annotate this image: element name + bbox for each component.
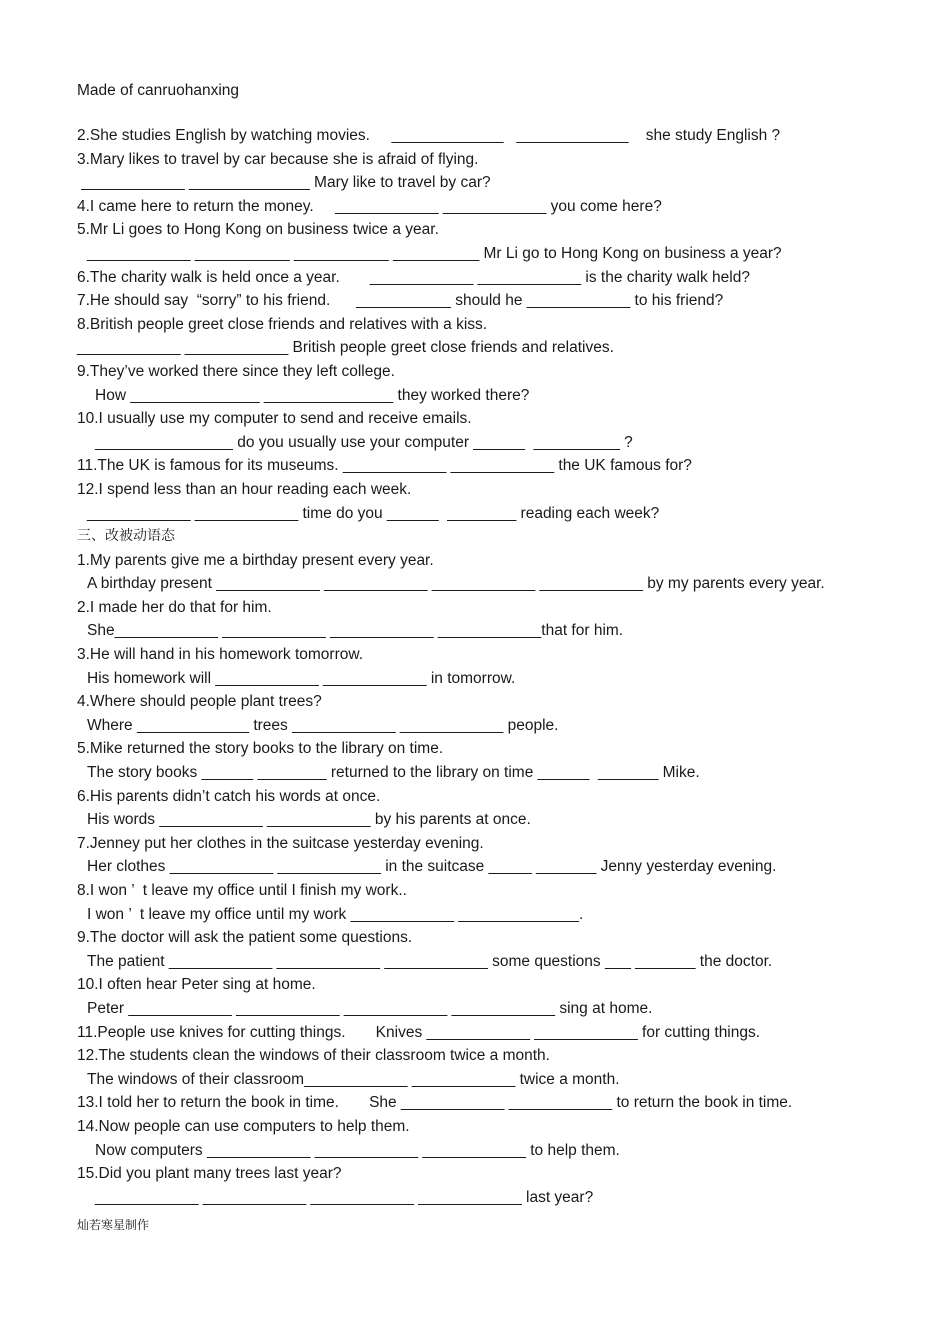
exercise-line: How _______________ _______________ they worked there? bbox=[95, 386, 530, 404]
page-footer: 灿若寒星制作 bbox=[77, 1218, 150, 1232]
exercise-line: His words ____________ ____________ by his parents at once. bbox=[87, 811, 531, 829]
exercise-line: 4.I came here to return the money. ____________ ____________ you come here? bbox=[77, 197, 662, 215]
exercise-line: The story books ______ ________ returned to the library on time ______ _______ Mike. bbox=[87, 764, 700, 782]
exercise-line: ____________ ____________ time do you ______ ________ reading each week? bbox=[87, 504, 660, 522]
exercise-line: ____________ ____________ British people greet close friends and relatives. bbox=[77, 339, 614, 357]
exercise-line: 8.British people greet close friends and relatives with a kiss. bbox=[77, 315, 496, 333]
exercise-line: 2.She studies English by watching movies. _____________ _____________ she study English ? bbox=[77, 127, 781, 144]
exercise-line: 6.The charity walk is held once a year. ____________ ____________ is the charity walk held? bbox=[77, 268, 750, 286]
exercise-line: Peter ____________ ____________ ____________ ____________ sing at home. bbox=[87, 999, 653, 1017]
exercise-line: A birthday present ____________ ____________ ____________ ____________ by my parents every year. bbox=[87, 575, 825, 593]
exercise-line: 10.I usually use my computer to send and receive emails. bbox=[77, 410, 472, 428]
exercise-line: I won ’ t leave my office until my work ____________ ______________. bbox=[87, 905, 584, 923]
exercise-line: 11.The UK is famous for its museums. ____________ ____________ the UK famous for? bbox=[77, 457, 692, 475]
exercise-line: 6.His parents didn’t catch his words at once. bbox=[77, 787, 381, 805]
exercise-line: Where _____________ trees ____________ ____________ people. bbox=[87, 716, 559, 734]
exercise-line: Now computers ____________ ____________ ____________ to help them. bbox=[95, 1141, 620, 1159]
exercise-line: 12.The students clean the windows of their classroom twice a month. bbox=[77, 1047, 550, 1065]
exercise-line: 3.Mary likes to travel by car because she is afraid of flying. bbox=[77, 150, 492, 168]
exercise-line: 2.I made her do that for him. bbox=[77, 598, 272, 616]
exercise-line: 5.Mike returned the story books to the library on time. bbox=[77, 740, 444, 758]
exercise-line: Her clothes ____________ ____________ in the suitcase _____ _______ Jenny yesterday evening. bbox=[87, 858, 777, 876]
exercise-line: ________________ do you usually use your computer ______ __________ ? bbox=[95, 433, 633, 451]
exercise-line: 7.He should say “sorry” to his friend. ___________ should he ____________ to his friend? bbox=[77, 292, 724, 310]
exercise-line: 11.People use knives for cutting things. Knives ____________ ____________ for cutting things. bbox=[77, 1023, 761, 1041]
exercise-line: 4.Where should people plant trees? bbox=[77, 693, 322, 711]
exercise-line: ____________ ____________ ____________ ____________ last year? bbox=[95, 1188, 594, 1206]
exercise-line: 10.I often hear Peter sing at home. bbox=[77, 976, 316, 994]
exercise-line: 15.Did you plant many trees last year? bbox=[77, 1165, 342, 1183]
section-title: 三、改被动语态 bbox=[77, 528, 175, 545]
exercise-line: The windows of their classroom____________ ____________ twice a month. bbox=[87, 1070, 620, 1088]
exercise-lines bbox=[77, 124, 937, 1209]
exercise-line: ____________ ______________ Mary like to travel by car? bbox=[77, 174, 491, 192]
exercise-line: 3.He will hand in his homework tomorrow. bbox=[77, 646, 364, 664]
exercise-line: 8.I won ’ t leave my office until I finish my work.. bbox=[77, 882, 407, 899]
exercise-line: 1.My parents give me a birthday present every year. bbox=[77, 551, 434, 569]
exercise-line: 9.The doctor will ask the patient some questions. bbox=[77, 929, 413, 947]
exercise-line: The patient ____________ ____________ ____________ some questions ___ _______ the doctor. bbox=[87, 952, 773, 970]
exercise-line: His homework will ____________ ____________ in tomorrow. bbox=[87, 669, 516, 687]
exercise-line: ____________ ___________ ___________ __________ Mr Li go to Hong Kong on business a year? bbox=[87, 244, 782, 262]
page-header: Made of canruohanxing bbox=[77, 82, 240, 99]
exercise-line: She____________ ____________ ____________ ____________that for him. bbox=[87, 622, 624, 640]
exercise-line: 7.Jenney put her clothes in the suitcase yesterday evening. bbox=[77, 834, 484, 852]
exercise-line: 9.They’ve worked there since they left college. bbox=[77, 362, 395, 380]
exercise-line: 5.Mr Li goes to Hong Kong on business twice a year. bbox=[77, 221, 439, 239]
exercise-line: 12.I spend less than an hour reading each week. bbox=[77, 480, 412, 498]
exercise-line: 14.Now people can use computers to help them. bbox=[77, 1117, 410, 1135]
exercise-line: 13.I told her to return the book in time. She ____________ ____________ to return the book in time. bbox=[77, 1094, 793, 1112]
